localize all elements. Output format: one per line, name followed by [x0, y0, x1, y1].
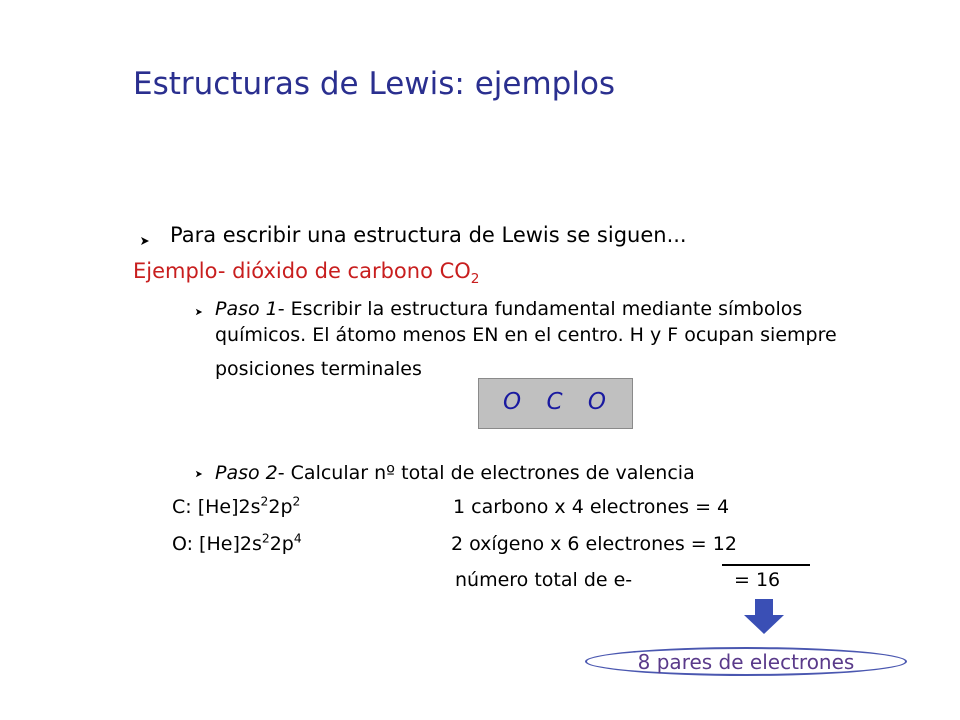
config-c-mid: 2p [268, 496, 293, 518]
structure-text: O C O [503, 389, 608, 415]
paso2-label: Paso 2 [215, 462, 278, 484]
config-o-prefix: O: [He]2s [172, 533, 262, 555]
total-label: número total de e- [455, 569, 633, 591]
config-c-sup1: 2 [260, 494, 269, 509]
bullet-text: Para escribir una estructura de Lewis se siguen... [170, 223, 687, 247]
result-text: 8 pares de electrones [637, 650, 855, 674]
calc-oxygen: 2 oxígeno x 6 electrones = 12 [451, 533, 737, 555]
example-subscript: 2 [470, 271, 480, 288]
config-c-prefix: C: [He]2s [172, 496, 261, 518]
calc-carbon: 1 carbono x 4 electrones = 4 [453, 496, 730, 518]
config-o-sup2: 4 [293, 531, 302, 546]
config-oxygen [172, 531, 302, 557]
result-ellipse [585, 647, 907, 676]
paso1-line3: posiciones terminales [215, 358, 422, 380]
structure-box [478, 378, 633, 429]
paso1-line2: químicos. El átomo menos EN en el centro. H y F ocupan siempre [215, 324, 837, 346]
bullet-arrow-icon [140, 236, 150, 246]
total-value: = 16 [734, 569, 781, 591]
paso1-text: - Escribir la estructura fundamental mediante símbolos [277, 298, 803, 320]
paso1-line1 [215, 296, 802, 322]
example-text: Ejemplo- dióxido de carbono CO [133, 259, 471, 283]
config-carbon [172, 494, 300, 520]
page-title: Estructuras de Lewis: ejemplos [133, 66, 616, 102]
config-o-mid: 2p [269, 533, 294, 555]
down-arrow-icon [744, 599, 784, 635]
config-c-sup2: 2 [292, 494, 301, 509]
paso1-label: Paso 1 [215, 298, 278, 320]
bullet-arrow-icon [195, 470, 203, 478]
sum-rule [722, 564, 810, 566]
paso2-line [215, 460, 695, 486]
paso2-text: - Calcular nº total de electrones de valencia [277, 462, 695, 484]
config-o-sup1: 2 [261, 531, 270, 546]
bullet-arrow-icon [195, 308, 203, 316]
example-line [133, 259, 480, 288]
